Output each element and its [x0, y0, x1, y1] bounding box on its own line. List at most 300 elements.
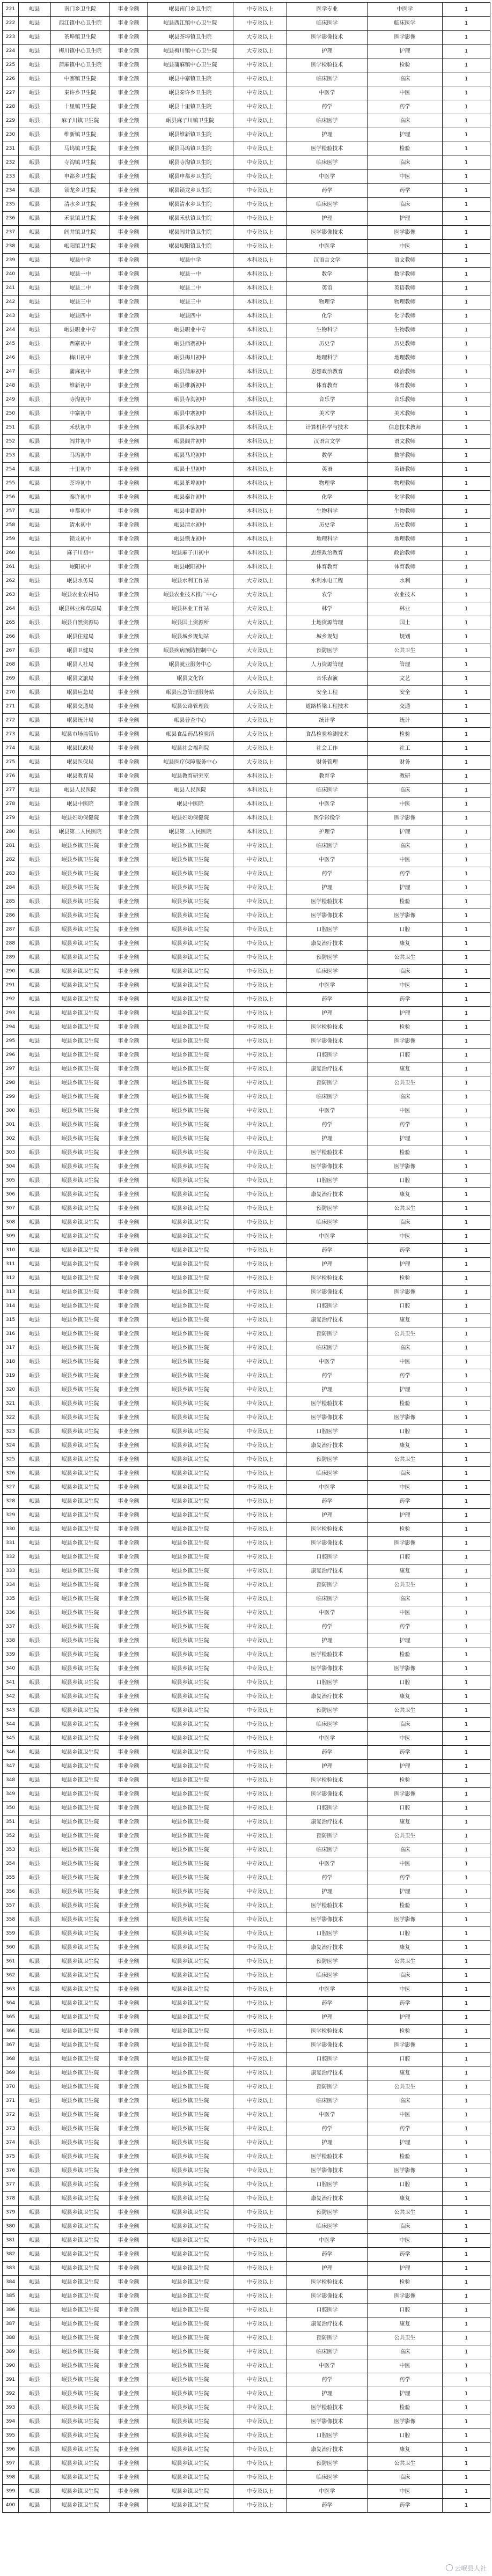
table-cell: 岷县: [19, 1035, 51, 1049]
table-cell: 事业全额: [110, 1871, 148, 1885]
table-row: [3, 184, 490, 198]
table-cell: 中专及以上: [233, 853, 287, 867]
table-row: [3, 198, 490, 212]
table-cell: 公共卫生: [368, 2457, 443, 2471]
table-cell: 岷县: [19, 198, 51, 212]
table-cell: 中专及以上: [233, 2039, 287, 2053]
table-cell: 医学影像技术: [287, 1788, 368, 1802]
table-cell: 信息技术教师: [368, 421, 443, 435]
table-cell: 247: [3, 365, 19, 379]
table-cell: 263: [3, 588, 19, 602]
table-cell: 岷县乡镇卫生院: [51, 1272, 110, 1286]
table-row: [3, 1021, 490, 1035]
table-cell: 事业全额: [110, 1062, 148, 1076]
table-cell: 大专及以上: [233, 756, 287, 770]
table-cell: 本科及以上: [233, 519, 287, 533]
table-cell: 事业全额: [110, 2164, 148, 2178]
table-cell: 328: [3, 1495, 19, 1509]
table-cell: 岷县乡镇卫生院: [51, 2304, 110, 2317]
table-cell: 中专及以上: [233, 1076, 287, 1090]
table-cell: 护理: [368, 1258, 443, 1272]
table-cell: 事业全额: [110, 519, 148, 533]
table-cell: 大专及以上: [233, 630, 287, 644]
table-cell: 事业全额: [110, 839, 148, 853]
table-row: [3, 1843, 490, 1857]
table-cell: 事业全额: [110, 1578, 148, 1592]
table-cell: 岷县乡镇卫生院: [51, 2443, 110, 2457]
table-cell: 387: [3, 2317, 19, 2331]
table-cell: 预防医学: [287, 1955, 368, 1969]
table-cell: 1: [443, 2248, 490, 2262]
table-cell: 闾井镇卫生院: [51, 226, 110, 240]
table-cell: 岷县乡镇卫生院: [51, 1606, 110, 1620]
table-cell: 事业全额: [110, 1300, 148, 1313]
table-cell: 1: [443, 3, 490, 17]
table-cell: 岷县乡镇卫生院: [51, 1690, 110, 1704]
table-cell: 370: [3, 2080, 19, 2094]
table-cell: 岷县二中: [51, 282, 110, 296]
table-cell: 岷县: [19, 784, 51, 798]
table-row: [3, 867, 490, 881]
table-cell: 口腔: [368, 2053, 443, 2066]
table-cell: 事业全额: [110, 1676, 148, 1690]
table-cell: 1: [443, 212, 490, 226]
table-cell: 事业全额: [110, 1592, 148, 1606]
table-cell: 1: [443, 2359, 490, 2373]
table-cell: 事业全额: [110, 3, 148, 17]
table-cell: 岷县乡镇卫生院: [148, 1746, 233, 1760]
table-cell: 康复治疗技术: [287, 1564, 368, 1578]
table-cell: 1: [443, 2457, 490, 2471]
table-cell: 343: [3, 1704, 19, 1718]
table-row: [3, 825, 490, 839]
table-cell: 中医学: [287, 86, 368, 100]
table-cell: 357: [3, 1899, 19, 1913]
table-cell: 事业全额: [110, 2290, 148, 2304]
table-cell: 1: [443, 1997, 490, 2011]
table-cell: 医学影像技术: [287, 1411, 368, 1425]
table-cell: 中专及以上: [233, 2066, 287, 2080]
table-cell: 中专及以上: [233, 1272, 287, 1286]
table-cell: 岷县乡镇卫生院: [51, 2359, 110, 2373]
table-cell: 检验: [368, 1774, 443, 1788]
table-cell: 岷县乡镇卫生院: [51, 2373, 110, 2387]
table-cell: 岷县秦许乡卫生院: [148, 86, 233, 100]
table-cell: 岷县乡镇卫生院: [51, 1718, 110, 1732]
table-cell: 本科及以上: [233, 421, 287, 435]
table-cell: 药学: [287, 1495, 368, 1509]
table-cell: 事业全额: [110, 2331, 148, 2345]
table-row: [3, 658, 490, 672]
table-cell: 岷县: [19, 58, 51, 72]
table-cell: 岷县乡镇卫生院: [148, 951, 233, 965]
table-cell: 岷县: [19, 2011, 51, 2025]
table-cell: 医学影像技术: [287, 1286, 368, 1300]
table-cell: 本科及以上: [233, 365, 287, 379]
table-cell: 事业全额: [110, 533, 148, 547]
table-cell: 岷县: [19, 853, 51, 867]
table-cell: 1: [443, 128, 490, 142]
table-cell: 中专及以上: [233, 2471, 287, 2485]
table-cell: 389: [3, 2345, 19, 2359]
table-cell: 事业全额: [110, 644, 148, 658]
table-cell: 岷县乡镇卫生院: [148, 1286, 233, 1300]
table-cell: 英语教师: [368, 282, 443, 296]
table-row: [3, 1007, 490, 1021]
table-cell: 岷县医疗保障服务中心: [148, 756, 233, 770]
table-cell: 376: [3, 2164, 19, 2178]
table-cell: 1: [443, 2415, 490, 2429]
table-cell: 预防医学: [287, 1829, 368, 1843]
table-cell: 中医学: [287, 1230, 368, 1244]
table-cell: 岷县文旅局: [51, 672, 110, 686]
table-cell: 岷县乡镇卫生院: [148, 2471, 233, 2485]
table-cell: 1: [443, 1537, 490, 1551]
table-cell: 岷县乡镇卫生院: [148, 1634, 233, 1648]
table-cell: 1: [443, 574, 490, 588]
table-cell: 1: [443, 100, 490, 114]
table-cell: 岷县乡镇卫生院: [148, 1313, 233, 1327]
table-cell: 药学: [287, 1746, 368, 1760]
table-cell: 临床: [368, 72, 443, 86]
table-cell: 中医学: [368, 3, 443, 17]
table-cell: 临床医学: [287, 1341, 368, 1355]
table-cell: 岷县: [19, 1495, 51, 1509]
table-row: [3, 100, 490, 114]
table-cell: 事业全额: [110, 951, 148, 965]
table-cell: 岷县乡镇卫生院: [148, 2039, 233, 2053]
table-row: [3, 128, 490, 142]
table-cell: 岷县乡镇卫生院: [51, 2248, 110, 2262]
table-cell: 医学影像技术: [287, 2415, 368, 2429]
table-cell: 1: [443, 1746, 490, 1760]
table-cell: 岷县: [19, 700, 51, 714]
table-cell: 276: [3, 770, 19, 784]
table-cell: 岷县人民医院: [51, 784, 110, 798]
table-cell: 岷县: [19, 1551, 51, 1564]
table-cell: 岷县乡镇卫生院: [148, 1021, 233, 1035]
table-cell: 岷县: [19, 393, 51, 407]
table-row: [3, 1578, 490, 1592]
table-cell: 296: [3, 1049, 19, 1062]
table-cell: 中医学: [287, 1481, 368, 1495]
table-cell: 口腔医学: [287, 2429, 368, 2443]
table-cell: 岷县乡镇卫生院: [51, 2025, 110, 2039]
table-cell: 中专及以上: [233, 1704, 287, 1718]
table-cell: 岷县: [19, 2415, 51, 2429]
table-cell: 本科及以上: [233, 323, 287, 337]
table-cell: 1: [443, 240, 490, 254]
table-row: [3, 309, 490, 323]
table-cell: 中专及以上: [233, 1885, 287, 1899]
table-cell: 事业全额: [110, 1941, 148, 1955]
table-cell: 规划: [368, 630, 443, 644]
table-cell: 中医: [368, 1230, 443, 1244]
table-cell: 事业全额: [110, 1885, 148, 1899]
table-cell: 中专及以上: [233, 1062, 287, 1076]
table-cell: 生物科学: [287, 505, 368, 519]
table-cell: 地理科学: [287, 351, 368, 365]
table-cell: 城乡规划: [287, 630, 368, 644]
table-row: [3, 323, 490, 337]
table-cell: 岷县: [19, 1272, 51, 1286]
table-row: [3, 1523, 490, 1537]
table-row: [3, 2150, 490, 2164]
table-cell: 事业全额: [110, 979, 148, 993]
table-cell: 岷县乡镇卫生院: [51, 1829, 110, 1843]
table-cell: 医学检验技术: [287, 1021, 368, 1035]
table-cell: 中专及以上: [233, 2387, 287, 2401]
table-cell: 364: [3, 1997, 19, 2011]
table-cell: 391: [3, 2373, 19, 2387]
table-cell: 岷县中学: [148, 254, 233, 268]
table-cell: 医学影像技术: [287, 31, 368, 45]
table-cell: 岷县: [19, 2136, 51, 2150]
table-cell: 临床医学: [287, 784, 368, 798]
table-cell: 财务: [368, 756, 443, 770]
table-cell: 354: [3, 1857, 19, 1871]
table-cell: 食品检验检测技术: [287, 728, 368, 742]
table-cell: 岷县: [19, 2178, 51, 2192]
table-cell: 246: [3, 351, 19, 365]
table-cell: 公共卫生: [368, 1704, 443, 1718]
table-cell: 医学影像: [368, 1160, 443, 1174]
table-row: [3, 505, 490, 519]
table-cell: 岷县: [19, 2429, 51, 2443]
table-cell: 岷县乡镇卫生院: [51, 867, 110, 881]
table-cell: 241: [3, 282, 19, 296]
table-row: [3, 1300, 490, 1313]
table-cell: 岷县乡镇卫生院: [148, 1829, 233, 1843]
table-cell: 马坞初中: [51, 449, 110, 463]
table-cell: 岷县乡镇卫生院: [148, 1104, 233, 1118]
table-cell: 事业全额: [110, 1606, 148, 1620]
table-cell: 中专及以上: [233, 2262, 287, 2276]
table-cell: 中专及以上: [233, 1021, 287, 1035]
table-cell: 岷县乡镇卫生院: [51, 1620, 110, 1634]
table-cell: 岷县乡镇卫生院: [148, 1815, 233, 1829]
table-cell: 历史学: [287, 519, 368, 533]
table-cell: 中专及以上: [233, 156, 287, 170]
table-cell: 岷县: [19, 825, 51, 839]
table-cell: 药学: [287, 2373, 368, 2387]
table-cell: 岷县乡镇卫生院: [148, 937, 233, 951]
table-cell: 医学影像技术: [287, 1160, 368, 1174]
table-cell: 1: [443, 1216, 490, 1230]
table-cell: 口腔: [368, 923, 443, 937]
table-cell: 岷县乡镇卫生院: [51, 1090, 110, 1104]
table-cell: 临床: [368, 784, 443, 798]
table-cell: 岷县乡镇卫生院: [51, 937, 110, 951]
table-cell: 岷县乡镇卫生院: [51, 1509, 110, 1523]
table-row: [3, 742, 490, 756]
table-row: [3, 1829, 490, 1843]
table-cell: 1: [443, 2276, 490, 2290]
table-cell: 本科及以上: [233, 533, 287, 547]
table-cell: 药学: [368, 1997, 443, 2011]
table-cell: 岷县乡镇卫生院: [148, 1369, 233, 1383]
table-cell: 1: [443, 560, 490, 574]
table-cell: 口腔: [368, 1551, 443, 1564]
table-cell: 岷县乡镇卫生院: [148, 1327, 233, 1341]
table-cell: 中专及以上: [233, 2206, 287, 2220]
table-cell: 岷阳初中: [51, 560, 110, 574]
table-cell: 药学: [287, 1118, 368, 1132]
table-row: [3, 226, 490, 240]
table-cell: 岷县: [19, 1578, 51, 1592]
table-cell: 中专及以上: [233, 1732, 287, 1746]
table-cell: 政治教师: [368, 365, 443, 379]
table-cell: 229: [3, 114, 19, 128]
table-cell: 岷县乡镇卫生院: [148, 1927, 233, 1941]
table-row: [3, 2471, 490, 2485]
table-cell: 岷县乡镇卫生院: [148, 2053, 233, 2066]
table-cell: 物理教师: [368, 477, 443, 491]
table-cell: 岷县乡镇卫生院: [148, 2276, 233, 2290]
table-row: [3, 1969, 490, 1983]
table-cell: 事业全额: [110, 2066, 148, 2080]
table-cell: 药学: [368, 2499, 443, 2513]
table-cell: 康复治疗技术: [287, 2443, 368, 2457]
table-cell: 346: [3, 1746, 19, 1760]
table-cell: 1: [443, 2178, 490, 2192]
table-row: [3, 2373, 490, 2387]
table-cell: 岷县乡镇卫生院: [51, 1802, 110, 1815]
table-cell: 230: [3, 128, 19, 142]
table-row: [3, 993, 490, 1007]
table-cell: 岷县: [19, 686, 51, 700]
table-cell: 秦许乡卫生院: [51, 86, 110, 100]
table-cell: 检验: [368, 1146, 443, 1160]
table-cell: 岷县: [19, 1453, 51, 1467]
table-cell: 口腔医学: [287, 2053, 368, 2066]
table-row: [3, 282, 490, 296]
table-cell: 岷县: [19, 1857, 51, 1871]
table-cell: 384: [3, 2276, 19, 2290]
table-cell: 岷县乡镇卫生院: [51, 1035, 110, 1049]
table-cell: 计算机科学与技术: [287, 421, 368, 435]
table-cell: 337: [3, 1620, 19, 1634]
table-cell: 锁龙乡卫生院: [51, 184, 110, 198]
table-cell: 361: [3, 1955, 19, 1969]
table-cell: 253: [3, 449, 19, 463]
table-cell: 岷县: [19, 2080, 51, 2094]
table-cell: 岷县乡镇卫生院: [51, 1411, 110, 1425]
table-cell: 药学: [368, 1871, 443, 1885]
table-cell: 医学影像: [368, 1035, 443, 1049]
table-cell: 本科及以上: [233, 254, 287, 268]
table-cell: 1: [443, 881, 490, 895]
table-cell: 岷县乡镇卫生院: [51, 2053, 110, 2066]
table-cell: 本科及以上: [233, 268, 287, 282]
table-cell: 1: [443, 700, 490, 714]
table-cell: 中专及以上: [233, 2248, 287, 2262]
table-cell: 中专及以上: [233, 1746, 287, 1760]
table-cell: 岷县: [19, 1941, 51, 1955]
table-cell: 检验: [368, 1648, 443, 1662]
table-cell: 岷县乡镇卫生院: [148, 1662, 233, 1676]
table-cell: 医学检验技术: [287, 142, 368, 156]
table-cell: 事业全额: [110, 58, 148, 72]
table-cell: 1: [443, 1076, 490, 1090]
table-cell: 岷县: [19, 1090, 51, 1104]
table-cell: 护理: [368, 1383, 443, 1397]
table-cell: 预防医学: [287, 1453, 368, 1467]
table-cell: 美术学: [287, 407, 368, 421]
table-cell: 281: [3, 839, 19, 853]
table-row: [3, 1035, 490, 1049]
table-cell: 岷县公路管理段: [148, 700, 233, 714]
table-cell: 243: [3, 309, 19, 323]
table-cell: 1: [443, 1035, 490, 1049]
table-cell: 口腔医学: [287, 1551, 368, 1564]
table-cell: 岷县: [19, 881, 51, 895]
table-cell: 口腔: [368, 1049, 443, 1062]
table-cell: 禾驮初中: [51, 421, 110, 435]
table-cell: 岷县城乡规划站: [148, 630, 233, 644]
table-cell: 医学影像: [368, 226, 443, 240]
table-cell: 1: [443, 1481, 490, 1495]
table-cell: 事业全额: [110, 1355, 148, 1369]
table-cell: 药学: [368, 2248, 443, 2262]
table-cell: 英语: [287, 282, 368, 296]
table-row: [3, 3, 490, 17]
table-cell: 公共卫生: [368, 1202, 443, 1216]
table-cell: 岷县乡镇卫生院: [148, 2290, 233, 2304]
table-cell: 岷县乡镇卫生院: [148, 1146, 233, 1160]
table-cell: 岷县乡镇卫生院: [51, 2220, 110, 2234]
table-row: [3, 463, 490, 477]
table-cell: 1: [443, 2499, 490, 2513]
table-cell: 中专及以上: [233, 2220, 287, 2234]
table-cell: 233: [3, 170, 19, 184]
table-cell: 岷县乡镇卫生院: [51, 1258, 110, 1272]
table-cell: 寺沟镇卫生院: [51, 156, 110, 170]
table-cell: 1: [443, 1578, 490, 1592]
table-cell: 岷县乡镇卫生院: [51, 2499, 110, 2513]
table-cell: 中医: [368, 170, 443, 184]
table-row: [3, 1425, 490, 1439]
table-cell: 医学影像: [368, 1411, 443, 1425]
table-cell: 岷县乡镇卫生院: [148, 2331, 233, 2345]
table-cell: 1: [443, 519, 490, 533]
table-cell: 预防医学: [287, 1327, 368, 1341]
table-cell: 岷县乡镇卫生院: [148, 923, 233, 937]
table-cell: 事业全额: [110, 1788, 148, 1802]
table-cell: 药学: [287, 1871, 368, 1885]
table-cell: 事业全额: [110, 463, 148, 477]
table-row: [3, 2387, 490, 2401]
table-cell: 统计学: [287, 714, 368, 728]
table-cell: 379: [3, 2206, 19, 2220]
table-cell: 口腔医学: [287, 1174, 368, 1188]
table-cell: 中专及以上: [233, 226, 287, 240]
table-cell: 岷县马坞初中: [148, 449, 233, 463]
table-cell: 岷县职业中专: [148, 323, 233, 337]
table-cell: 中医: [368, 240, 443, 254]
table-row: [3, 811, 490, 825]
table-cell: 234: [3, 184, 19, 198]
table-cell: 中专及以上: [233, 1411, 287, 1425]
table-cell: 本科及以上: [233, 477, 287, 491]
table-cell: 岷县: [19, 2290, 51, 2304]
table-row: [3, 296, 490, 309]
table-cell: 岷县: [19, 2066, 51, 2080]
table-cell: 岷县乡镇卫生院: [51, 1383, 110, 1397]
table-cell: 大专及以上: [233, 31, 287, 45]
table-cell: 231: [3, 142, 19, 156]
table-cell: 1: [443, 1202, 490, 1216]
